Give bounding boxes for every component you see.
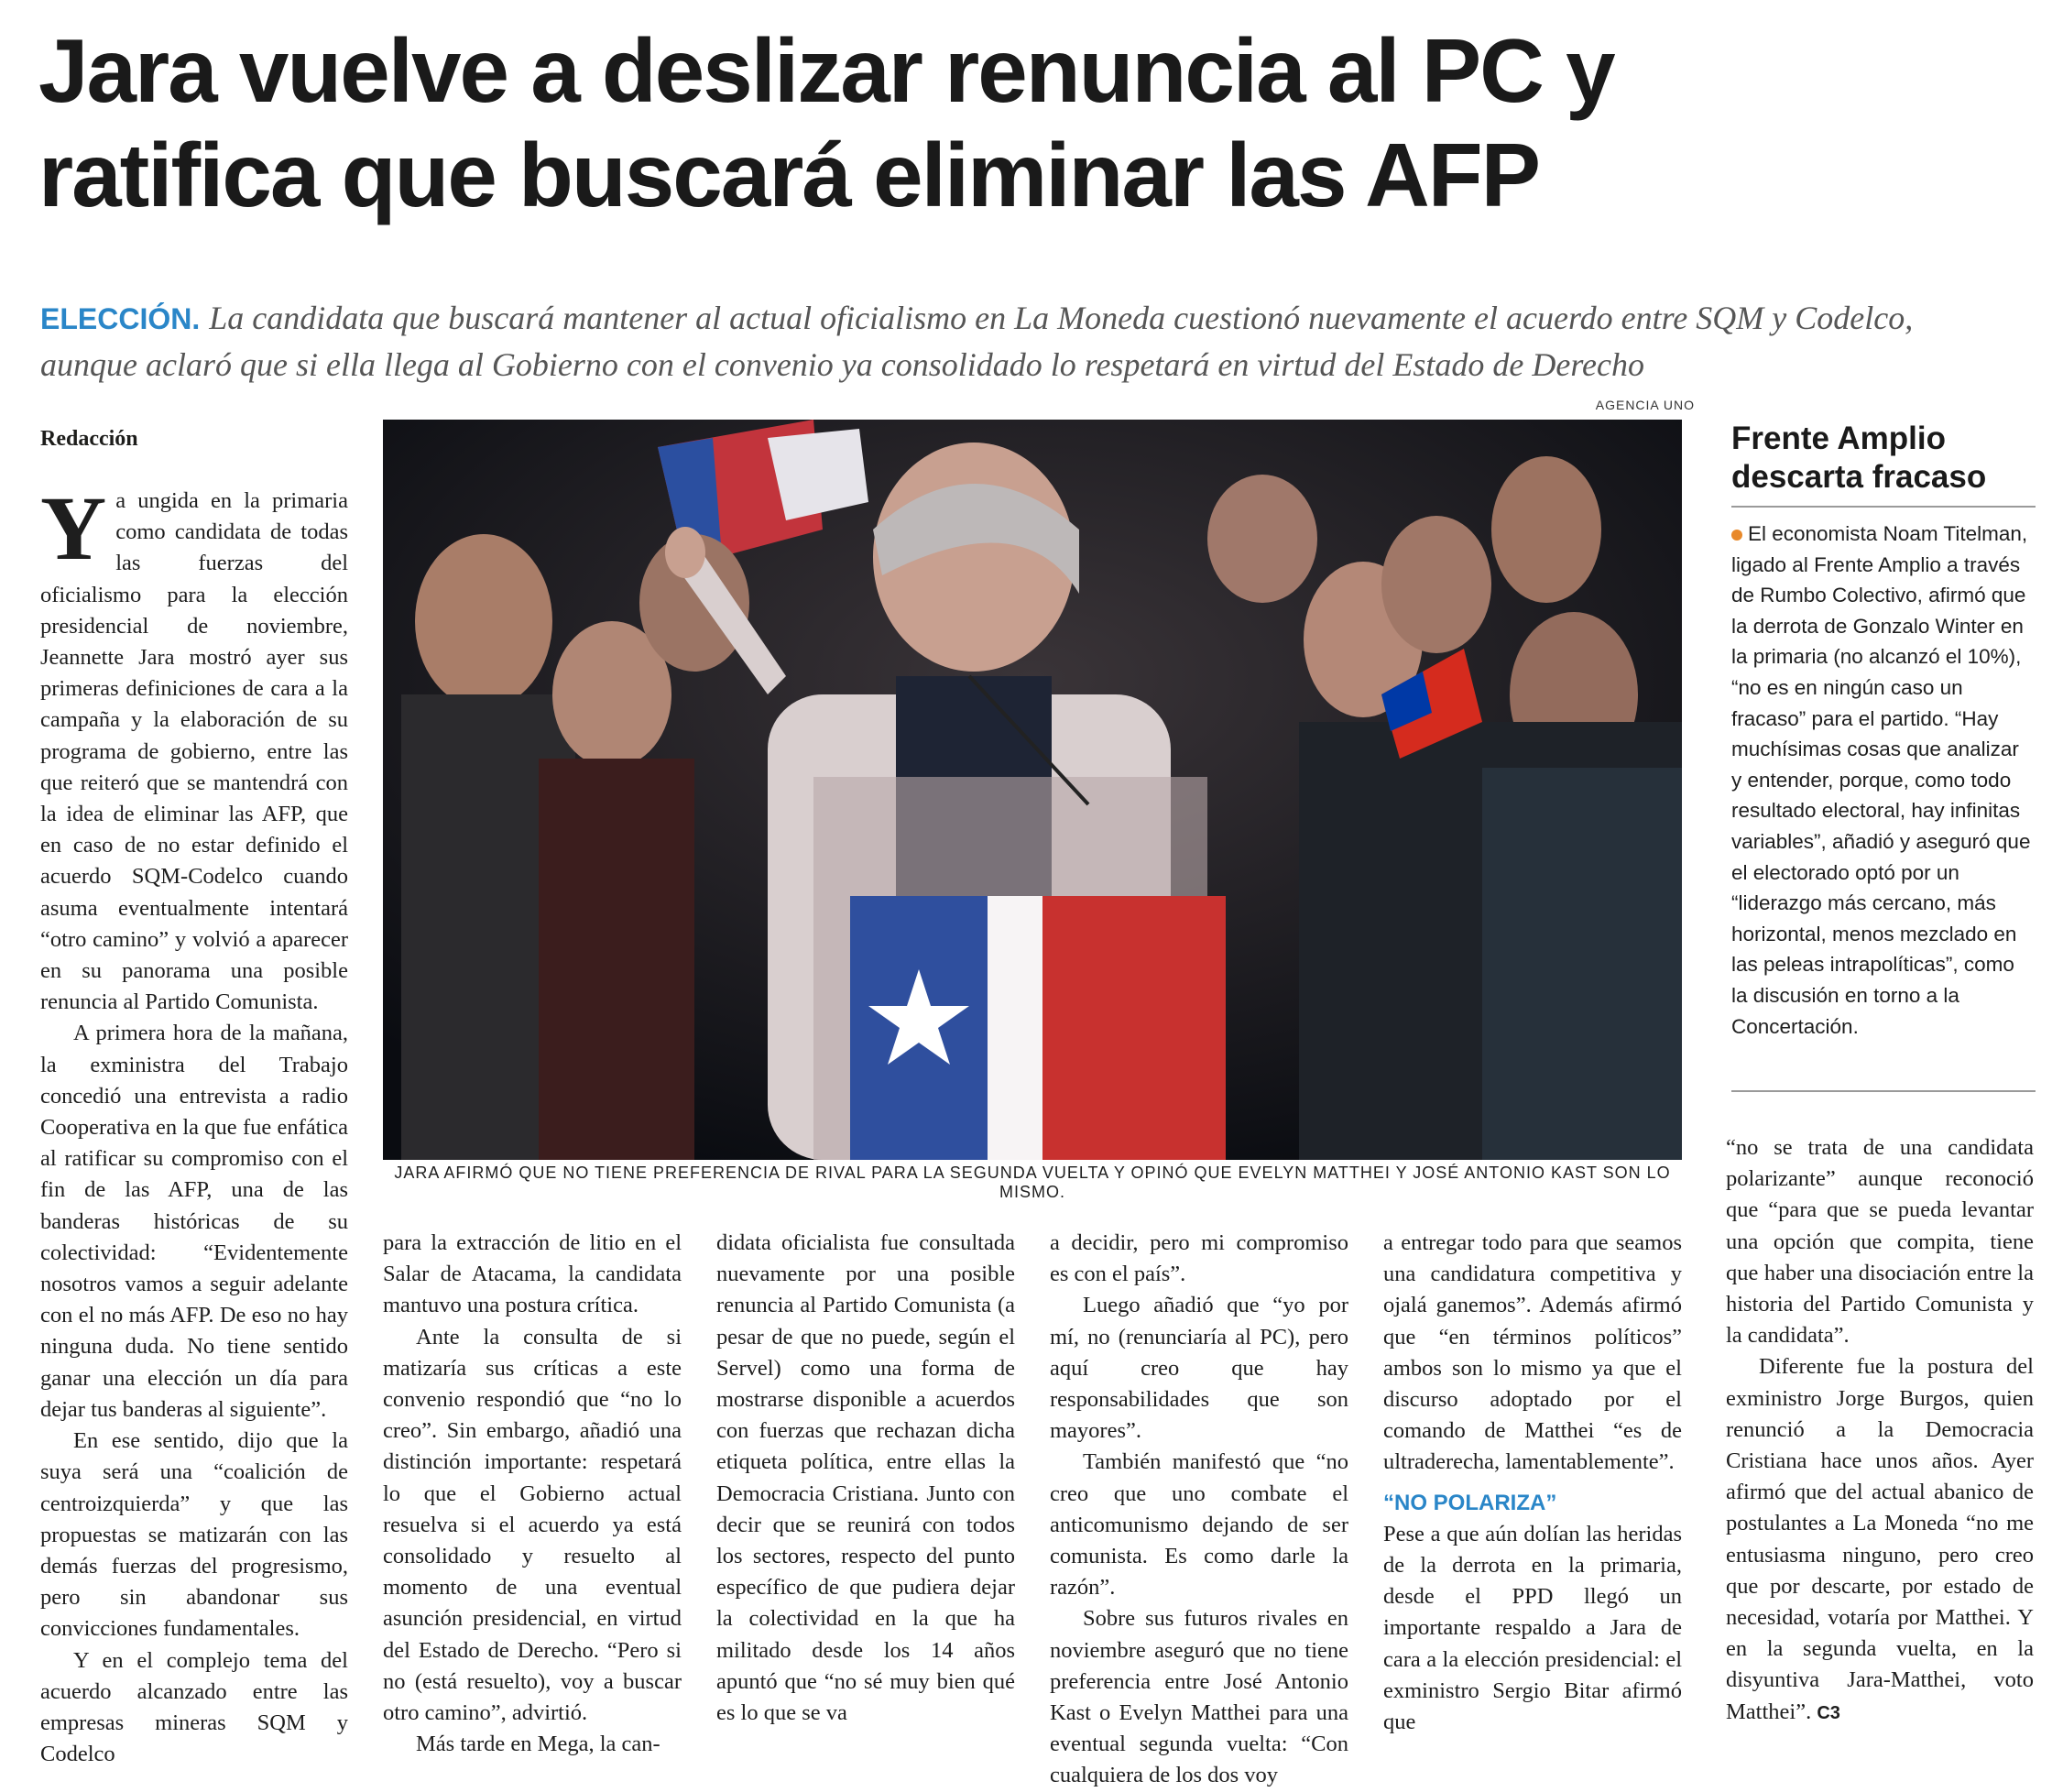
sidebar-body: El economista Noam Titelman, ligado al Frente Amplio a través de Rumbo Colectivo, afirmó que la derrota de Gonzalo Winter en la primaria (no alcanzó el 10%), “no es en ningún caso un fracaso” para el partido. “Hay muchísimas cosas que analizar y entender, porque, como todo resultado electoral, hay infinitas variables”, añadió y aseguró que el electorado optó por un “liderazgo más cercano, más horizontal, menos mezclado en las peleas intrapolíticas”, como la discusión en torno a la Concertación. (1731, 522, 2031, 1038)
dropcap: Y (40, 477, 107, 579)
deck (40, 295, 2001, 388)
podium (813, 777, 1226, 1160)
sidebar-rule-bottom (1731, 1090, 2036, 1092)
headline-line-2: ratifica que buscará eliminar las AFP (38, 125, 1540, 225)
bullet-icon (1731, 530, 1742, 541)
column-2-paragraph-3: Más tarde en Mega, la can- (416, 1732, 660, 1757)
column-4-paragraph-3: También manifestó que “no creo que uno combate el anticomunismo dejando de ser comunista. Es como darle la razón”. (1050, 1449, 1348, 1601)
column-6-paragraph-1: “no se trata de una candidata polarizante” aunque reconoció que “para que se pueda levantar una opción que compita, tiene que haber una disociación entre la historia del Partido Comunista y la candidata”. (1726, 1135, 2034, 1349)
deck-text: La candidata que buscará mantener al actual oficialismo en La Moneda cuestionó nuevamente el acuerdo entre SQM y Codelco, aunque aclaró que si ella llega al Gobierno con el convenio ya consolidado lo respetará en virtud del Estado de Derecho (40, 300, 1914, 383)
headline (38, 18, 2026, 227)
column-1-paragraph-1 (40, 477, 348, 1018)
column-2-paragraph-1: para la extracción de litio en el Salar de Atacama, la candidata mantuvo una postura crítica. (383, 1230, 682, 1318)
headline-line-1: Jara vuelve a deslizar renuncia al PC y (38, 20, 1614, 121)
article-column-5 (1383, 1228, 1682, 1738)
photo-caption: JARA AFIRMÓ QUE NO TIENE PREFERENCIA DE RIVAL PARA LA SEGUNDA VUELTA Y OPINÓ QUE EVELYN MATTHEI Y JOSÉ ANTONIO KAST SON LO MISMO. (394, 1164, 1671, 1201)
end-mark: C3 (1817, 1702, 1840, 1723)
deck-kicker: ELECCIÓN. (40, 302, 201, 335)
column-6-paragraph-2 (1726, 1351, 2034, 1728)
column-1-paragraph-3: En ese sentido, dijo que la suya será una “coalición de centroizquierda” y que las propuestas se matizarán con las demás fuerzas del progresismo, pero sin abandonar sus convicciones fundamentales. (40, 1428, 348, 1642)
column-6-paragraph-2-text: Diferente fue la postura del exministro Jorge Burgos, quien renunció a la Democracia Cristiana hace unos años. Ayer afirmó que del actual abanico de postulantes a La Moneda “no me entusiasma ninguno, pero creo que por descarte, por estado de necesidad, votaría por Matthei. Y en la segunda vuelta, en la disyuntiva Jara-Matthei, voto Matthei”. (1726, 1354, 2034, 1724)
column-1-paragraph-4: Y en el complejo tema del acuerdo alcanzado entre las empresas mineras SQM y Codelco (40, 1647, 348, 1767)
photo-illustration (383, 420, 1682, 1160)
photo-credit: AGENCIA UNO (1595, 398, 1695, 412)
column-5-paragraph-2: Pese a que aún dolían las heridas de la derrota en la primaria, desde el PPD llegó un importante respaldo a Jara de cara a la elección presidencial: el exministro Sergio Bitar afirmó que (1383, 1521, 1682, 1735)
article-column-3 (716, 1228, 1015, 1729)
article-column-4 (1050, 1228, 1348, 1792)
column-5-subhead: “NO POLARIZA” (1383, 1490, 1557, 1515)
sidebar-title: Frente Amplio descarta fracaso (1731, 421, 1987, 495)
main-photo (383, 420, 1682, 1160)
column-4-paragraph-2: Luego añadió que “yo por mí, no (renunciaría al PC), pero aquí creo que hay responsabilidades que son mayores”. (1050, 1293, 1348, 1444)
column-4-paragraph-1: a decidir, pero mi compromiso es con el país”. (1050, 1230, 1348, 1287)
column-3-paragraph-1: didata oficialista fue consultada nuevamente por una posible renuncia al Partido Comunista (a pesar de que no puede, según el Servel) como una forma de mostrarse disponible a acuerdos con fuerzas que rechazan dicha etiqueta política, entre ellas la Democracia Cristiana. Junto con decir que se reunirá con todos los sectores, respecto del punto específico de que pudiera dejar la colectividad en la que ha militado desde los 14 años apuntó que “no sé muy bien qué es lo que se va (716, 1230, 1015, 1726)
sidebar-rule-top (1731, 506, 2036, 508)
column-4-paragraph-4: Sobre sus futuros rivales en noviembre aseguró que no tiene preferencia entre José Antonio Kast o Evelyn Matthei para una eventual segunda vuelta: “Con cualquiera de los dos voy (1050, 1606, 1348, 1788)
byline: Redacción (40, 427, 138, 451)
article-column-1 (40, 477, 348, 1770)
article-column-2 (383, 1228, 682, 1760)
column-2-paragraph-2: Ante la consulta de si matizaría sus críticas a este convenio respondió que “no lo creo”. Sin embargo, añadió una distinción importante: respetará lo que el Gobierno actual resuelva si el acuerdo ya está consolidado y resuelto al momento de una eventual asunción presidencial, en virtud del Estado de Derecho. “Pero si no (está resuelto), voy a buscar otro camino”, advirtió. (383, 1324, 682, 1726)
column-1-paragraph-2: A primera hora de la mañana, la exministra del Trabajo concedió una entrevista a radio Cooperativa en la que fue enfática al ratificar su compromiso con el fin de las AFP, una de las banderas históricas de su colectividad: “Evidentemente nosotros vamos a seguir adelante con el no más AFP. De eso no hay ninguna duda. No tiene sentido ganar una elección un día para dejar tus banderas al siguiente”. (40, 1021, 348, 1422)
sidebar-text (1731, 519, 2034, 1042)
column-1-paragraph-1-text: a ungida en la primaria como candidata de todas las fuerzas del oficialismo para la elección presidencial de noviembre, Jeannette Jara mostró ayer sus primeras definiciones de cara a la campaña y la elaboración de su programa de gobierno, entre las que reiteró que se mantendrá con la idea de eliminar las AFP, que en caso de no estar definido el acuerdo SQM-Codelco cuando asuma eventualmente intentará “otro camino” y volvió a aparecer en su panorama una posible renuncia al Partido Comunista. (40, 488, 348, 1015)
column-5-paragraph-1: a entregar todo para que seamos una candidatura competitiva y ojalá ganemos”. Además afirmó que “en términos políticos” ambos son lo mismo ya que el discurso adoptado por el comando de Matthei “es de ultraderecha, lamentablemente”. (1383, 1230, 1682, 1475)
article-column-6 (1726, 1132, 2034, 1729)
